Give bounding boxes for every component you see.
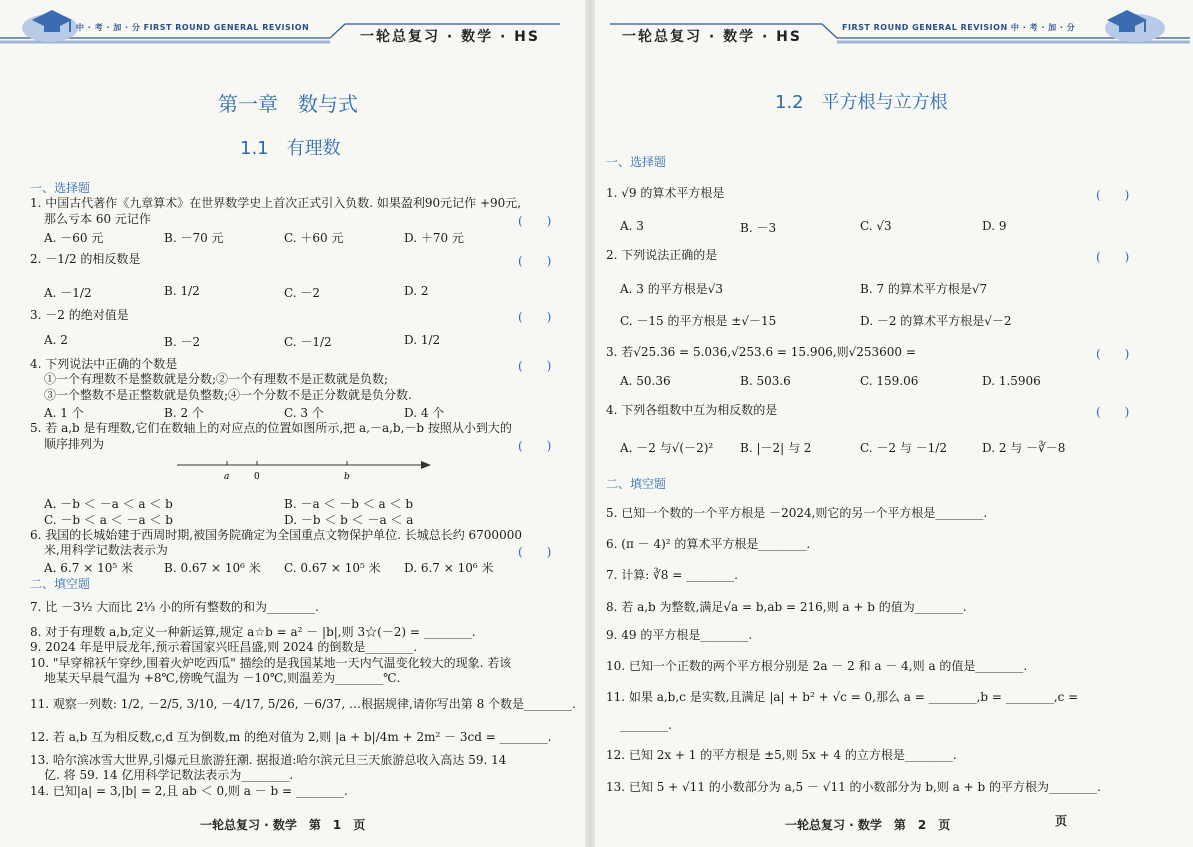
graduation-cap-icon — [1105, 6, 1149, 42]
question-12: 12. 已知 2x + 1 的平方根是 ±5,则 5x + 4 的立方根是________. — [606, 748, 957, 762]
question-14: 14. 已知|a| = 3,|b| = 2,且 ab ＜ 0,则 a － b = ________. — [30, 784, 348, 798]
question-10: 10. 已知一个正数的两个平方根分别是 2a － 2 和 a － 4,则 a 的值是________. — [606, 659, 1028, 673]
option-d: D. －b ＜ b ＜ －a ＜ a — [284, 513, 414, 527]
page-footer: 一轮总复习 · 数学 第 1 页 — [200, 818, 366, 832]
option-b: B. －a ＜ －b ＜ a ＜ b — [284, 497, 414, 511]
option-a: A. 2 — [44, 333, 68, 347]
option-b: B. 2 个 — [164, 406, 204, 420]
question-11: 11. 观察一列数: 1/2, －2/5, 3/10, －4/17, 5/26, －6/37, …根据规律,请你写出第 8 个数是________. — [30, 697, 576, 711]
answer-bracket: ( ) — [518, 545, 552, 559]
option-d: D. －2 的算术平方根是√－2 — [860, 314, 1012, 328]
option-b: B. －70 元 — [164, 231, 224, 245]
option-d: D. 6.7 × 10⁶ 米 — [404, 561, 494, 575]
question-1: 1. 中国古代著作《九章算术》在世界数学史上首次正式引入负数. 如果盈利90元记作 +90元, — [30, 196, 522, 210]
option-a: A. 3 的平方根是√3 — [620, 282, 724, 296]
option-a: A. 50.36 — [620, 374, 671, 388]
question-9: 9. 49 的平方根是________. — [606, 628, 753, 642]
header-ribbon-text: FIRST ROUND GENERAL REVISION 中 · 考 · 加 · 分 — [842, 23, 1076, 32]
question-13: 13. 哈尔滨冰雪大世界,引爆元旦旅游狂潮. 据报道:哈尔滨元旦三天旅游总收入高达 59. 14 — [30, 753, 507, 767]
option-d: D. 2 与 －∛－8 — [982, 441, 1066, 455]
answer-bracket: ( ) — [1096, 347, 1130, 361]
question-13: 13. 已知 5 + √11 的小数部分为 a,5 － √11 的小数部分为 b,则 a + b 的平方根为________. — [606, 780, 1101, 794]
option-c: C. 159.06 — [860, 374, 919, 388]
option-c: C. √3 — [860, 219, 892, 233]
option-a: A. －b ＜ －a ＜ a ＜ b — [44, 497, 173, 511]
question-4-statement-1: ①一个有理数不是整数就是分数;②一个有理数不是正数就是负数; — [44, 372, 389, 386]
option-a: A. －1/2 — [44, 286, 92, 300]
option-c: C. 0.67 × 10⁵ 米 — [284, 561, 381, 575]
question-5: 5. 若 a,b 是有理数,它们在数轴上的对应点的位置如图所示,把 a,－a,b,－b 按照从小到大的 — [30, 421, 512, 435]
question-10-cont: 地某天早晨气温为 +8℃,傍晚气温为 －10℃,则温差为________℃. — [44, 671, 401, 685]
option-b: B. |－2| 与 2 — [740, 441, 812, 455]
question-6: 6. (π － 4)² 的算术平方根是________. — [606, 537, 811, 551]
question-8: 8. 对于有理数 a,b,定义一种新运算,规定 a☆b = a² － |b|,则 3☆(－2) = ________. — [30, 625, 476, 639]
option-a: A. 6.7 × 10⁵ 米 — [44, 561, 133, 575]
option-d: D. 1/2 — [404, 333, 441, 347]
corner-page-mark: 页 — [1055, 814, 1068, 828]
option-b: B. 1/2 — [164, 284, 200, 298]
option-c: C. ＋60 元 — [284, 231, 344, 245]
option-c: C. －2 与 －1/2 — [860, 441, 947, 455]
question-1: 1. √9 的算术平方根是 — [606, 186, 725, 200]
option-a: A. －60 元 — [44, 231, 104, 245]
question-10: 10. "早穿棉袄午穿纱,围着火炉吃西瓜" 描绘的是我国某地一天内气温变化较大的现象. 若该 — [30, 656, 512, 670]
option-d: D. 1.5906 — [982, 374, 1041, 388]
answer-bracket: ( ) — [518, 359, 552, 373]
option-a: A. －2 与√(－2)² — [620, 441, 714, 455]
option-d: D. 4 个 — [404, 406, 445, 420]
question-6: 6. 我国的长城始建于西周时期,被国务院确定为全国重点文物保护单位. 长城总长约 6700000 — [30, 528, 522, 542]
option-d: D. 2 — [404, 284, 429, 298]
question-11-cont: ________. — [620, 718, 672, 732]
answer-bracket: ( ) — [518, 310, 552, 324]
left-page — [0, 0, 590, 847]
answer-bracket: ( ) — [518, 214, 552, 228]
option-b: B. 0.67 × 10⁶ 米 — [164, 561, 261, 575]
question-3: 3. 若√25.36 = 5.036,√253.6 = 15.906,则√253600 = — [606, 345, 916, 359]
option-a: A. 3 — [620, 219, 644, 233]
option-c: C. －b ＜ a ＜ －a ＜ b — [44, 513, 173, 527]
answer-bracket: ( ) — [518, 254, 552, 268]
question-1-cont: 那么亏本 60 元记作 — [44, 212, 151, 226]
option-d: D. ＋70 元 — [404, 231, 464, 245]
chapter-title: 第一章 数与式 — [218, 92, 358, 116]
section-heading-choice: 一、选择题 — [606, 155, 667, 169]
question-11: 11. 如果 a,b,c 是实数,且满足 |a| + b² + √c = 0,那么 a = ________,b = ________,c = — [606, 690, 1079, 704]
header-title: 一轮总复习 · 数学 · HS — [622, 29, 802, 45]
question-13-cont: 亿. 将 59. 14 亿用科学记数法表示为________. — [44, 768, 294, 782]
axis-label-b: b — [344, 472, 350, 482]
question-4: 4. 下列各组数中互为相反数的是 — [606, 403, 778, 417]
section-title: 1.2 平方根与立方根 — [775, 92, 948, 113]
right-page — [590, 0, 1193, 847]
option-c: C. －2 — [284, 286, 321, 300]
question-12: 12. 若 a,b 互为相反数,c,d 互为倒数,m 的绝对值为 2,则 |a + b|/4m + 2m² － 3cd = ________. — [30, 730, 552, 744]
question-5: 5. 已知一个数的一个平方根是 －2024,则它的另一个平方根是________. — [606, 506, 988, 520]
header-title: 一轮总复习 · 数学 · HS — [360, 29, 540, 45]
option-c: C. －1/2 — [284, 335, 332, 349]
axis-label-0: 0 — [254, 472, 260, 482]
option-b: B. －3 — [740, 221, 777, 235]
left-header-band — [0, 4, 580, 44]
option-b: B. 503.6 — [740, 374, 791, 388]
question-9: 9. 2024 年是甲辰龙年,预示着国家兴旺昌盛,则 2024 的倒数是________. — [30, 640, 418, 654]
graduation-cap-icon — [30, 6, 74, 42]
option-c: C. 3 个 — [284, 406, 324, 420]
question-3: 3. －2 的绝对值是 — [30, 308, 129, 322]
answer-bracket: ( ) — [1096, 188, 1130, 202]
option-b: B. －2 — [164, 335, 201, 349]
section-heading-fill: 二、填空题 — [606, 477, 667, 491]
option-a: A. 1 个 — [44, 406, 84, 420]
question-4-statement-2: ③一个整数不是正整数就是负整数;④一个分数不是正分数就是负分数. — [44, 388, 412, 402]
number-line-figure — [175, 455, 435, 485]
section-heading-fill: 二、填空题 — [30, 577, 91, 591]
axis-label-a: a — [224, 472, 230, 482]
answer-bracket: ( ) — [518, 439, 552, 453]
question-7: 7. 比 －3½ 大而比 2⅓ 小的所有整数的和为________. — [30, 600, 319, 614]
option-b: B. 7 的算术平方根是√7 — [860, 282, 988, 296]
question-2: 2. －1/2 的相反数是 — [30, 252, 141, 266]
option-d: D. 9 — [982, 219, 1007, 233]
question-8: 8. 若 a,b 为整数,满足√a = b,ab = 216,则 a + b 的值为________. — [606, 600, 967, 614]
option-c: C. －15 的平方根是 ±√－15 — [620, 314, 777, 328]
section-heading-choice: 一、选择题 — [30, 181, 91, 195]
question-5-cont: 顺序排列为 — [44, 437, 105, 451]
question-4: 4. 下列说法中正确的个数是 — [30, 357, 178, 371]
question-7: 7. 计算: ∛8 = ________. — [606, 568, 738, 582]
question-6-cont: 米,用科学记数法表示为 — [44, 543, 168, 557]
page-footer: 一轮总复习 · 数学 第 2 页 — [785, 818, 951, 832]
section-title: 1.1 有理数 — [240, 138, 341, 159]
answer-bracket: ( ) — [1096, 405, 1130, 419]
header-ribbon-text: 中 · 考 · 加 · 分 FIRST ROUND GENERAL REVISION — [76, 23, 310, 32]
answer-bracket: ( ) — [1096, 250, 1130, 264]
right-header-band — [590, 4, 1190, 44]
question-2: 2. 下列说法正确的是 — [606, 248, 718, 262]
